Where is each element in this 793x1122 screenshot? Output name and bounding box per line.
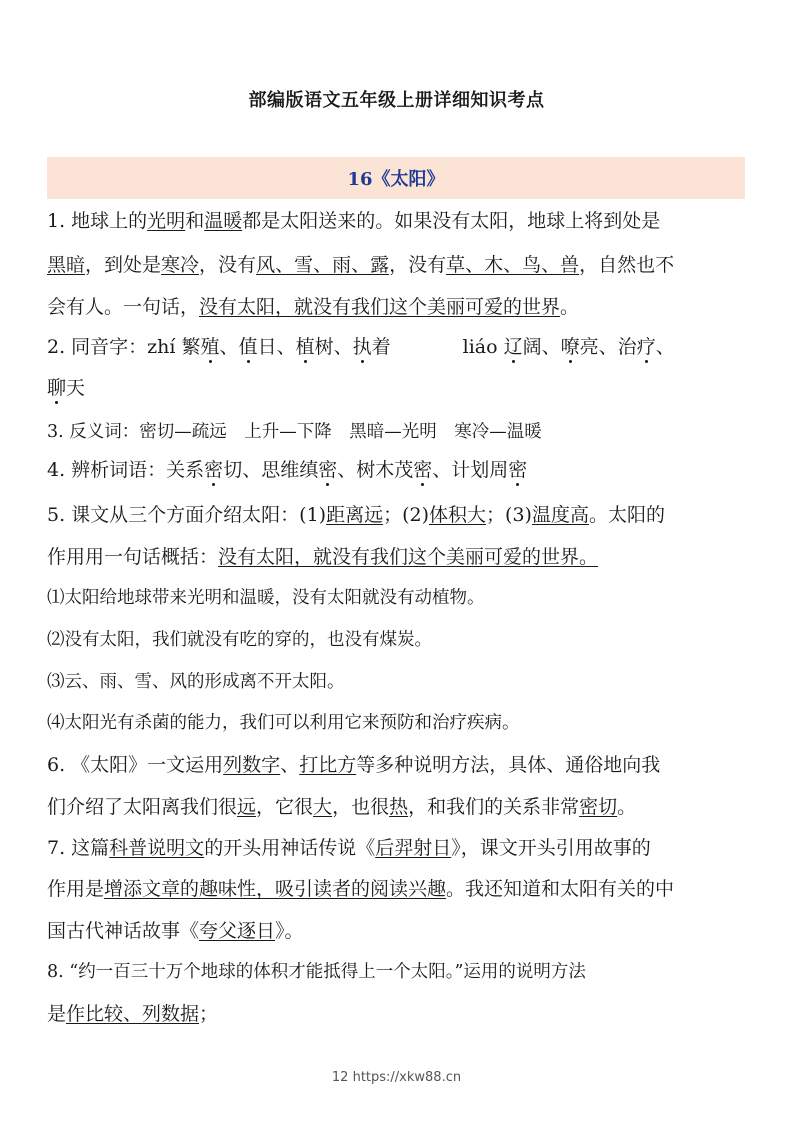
section-title: 16《太阳》: [347, 169, 445, 190]
p6-line2: 们介绍了太阳离我们很远，它很大，也很热，和我们的关系非常密切。: [47, 796, 637, 818]
p3-line: 3. 反义词：密切—疏远 上升—下降 黑暗—光明 寒冷—温暖: [47, 422, 542, 442]
p1-line3: 会有人。一句话，没有太阳，就没有我们这个美丽可爱的世界。: [47, 296, 580, 318]
p6-line1: 6. 《太阳》一文运用列数字、打比方等多种说明方法，具体、通俗地向我: [47, 754, 661, 776]
p5-line2: 作用用一句话概括：没有太阳，就没有我们这个美丽可爱的世界。: [47, 546, 599, 568]
p7-line2: 作用是增添文章的趣味性，吸引读者的阅读兴趣。我还知道和太阳有关的中: [47, 878, 675, 900]
p4-line: 4. 辨析词语：关系密切、思维缜密、树木茂密、计划周密: [47, 459, 528, 481]
list-item: ⑴太阳给地球带来光明和温暖，没有太阳就没有动植物。: [47, 588, 485, 608]
section-header: [47, 157, 745, 199]
p2-line1: 2. 同音字：zhí 繁殖、值日、植树、执着 liáo 辽阔、嘹亮、治疗、: [47, 336, 675, 358]
p1-line1: 1. 地球上的光明和温暖都是太阳送来的。如果没有太阳，地球上将到处是: [47, 210, 661, 232]
page-footer: 12 https://xkw88.cn: [331, 1070, 462, 1085]
list-item: ⑵没有太阳，我们就没有吃的穿的，也没有煤炭。: [47, 630, 432, 650]
p5-line1: 5. 课文从三个方面介绍太阳：(1)距离远；(2)体积大；(3)温度高。太阳的: [47, 504, 665, 526]
p2-line2: 聊天: [47, 377, 86, 399]
p7-line1: 7. 这篇科普说明文的开头用神话传说《后羿射日》，课文开头引用故事的: [47, 837, 651, 859]
list-item: ⑶云、雨、雪、风的形成离不开太阳。: [47, 672, 345, 692]
page-title: 部编版语文五年级上册详细知识考点: [248, 90, 545, 111]
list-item: ⑷太阳光有杀菌的能力，我们可以利用它来预防和治疗疾病。: [47, 713, 520, 733]
p7-line3: 国古代神话故事《夸父逐日》。: [47, 920, 304, 942]
p8-line1: 8. “约一百三十万个地球的体积才能抵得上一个太阳。”运用的说明方法: [47, 962, 586, 982]
p1-line2: 黑暗，到处是寒冷，没有风、雪、雨、露，没有草、木、鸟、兽，自然也不: [47, 254, 675, 276]
p8-line2: 是作比较、列数据；: [47, 1003, 219, 1025]
